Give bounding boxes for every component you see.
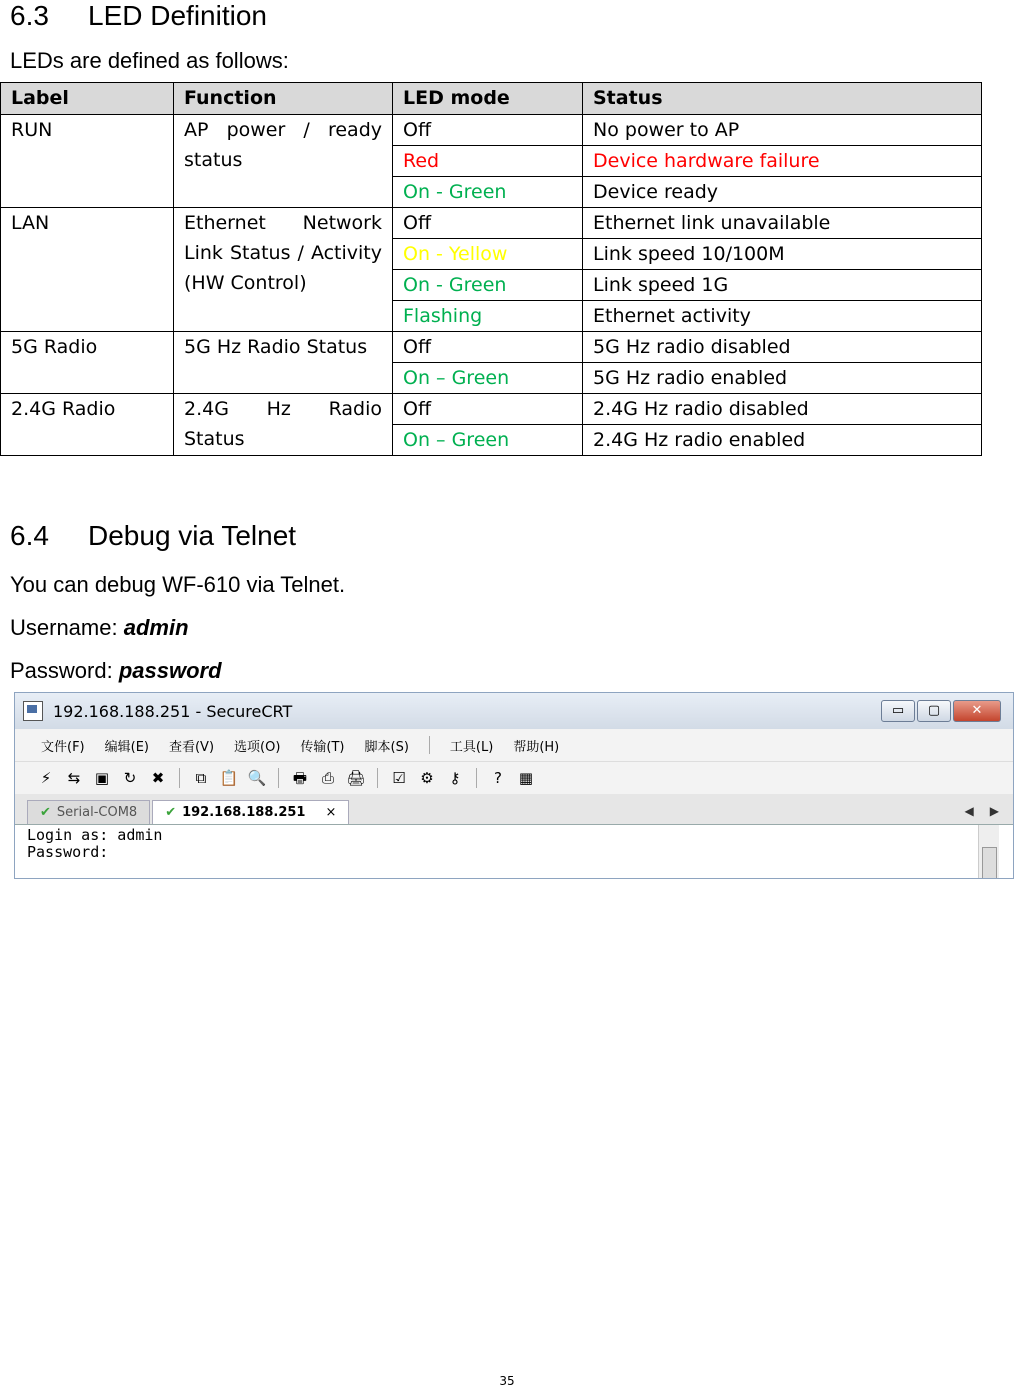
page-number: 35 — [499, 1374, 515, 1388]
toolbar — [15, 761, 1013, 794]
check-icon: ✔ — [165, 805, 177, 820]
terminal-scrollbar[interactable] — [978, 825, 999, 879]
cell-function: AP power / ready status — [174, 115, 393, 208]
led-table — [0, 82, 982, 456]
sftp-icon[interactable]: ▦ — [518, 769, 534, 787]
cell-led-mode: On - Green — [393, 177, 583, 208]
cell-led-mode: On - Yellow — [393, 239, 583, 270]
section-heading-telnet — [10, 520, 296, 552]
cell-status: No power to AP — [583, 115, 982, 146]
username-line — [10, 615, 189, 641]
section-title: LED Definition — [88, 0, 267, 31]
cell-led-mode: Flashing — [393, 301, 583, 332]
tab-telnet-session[interactable] — [152, 800, 349, 824]
header-label: Label — [1, 83, 174, 115]
telnet-intro: You can debug WF-610 via Telnet. — [10, 572, 346, 597]
connect-icon[interactable]: ⚡ — [40, 769, 52, 787]
table-row — [1, 394, 982, 425]
window-title: 192.168.188.251 - SecureCRT — [53, 701, 293, 721]
session-tabs — [15, 794, 1013, 825]
terminal-area[interactable] — [15, 825, 1013, 879]
menu-tools[interactable]: 工具(L) — [449, 739, 494, 755]
header-led-mode: LED mode — [393, 83, 583, 115]
cell-label: LAN — [1, 208, 174, 332]
minimize-button[interactable]: ▭ — [881, 700, 915, 722]
cell-status: Link speed 1G — [583, 270, 982, 301]
cell-led-mode: On – Green — [393, 363, 583, 394]
cell-status: 2.4G Hz radio disabled — [583, 394, 982, 425]
tab-label: Serial-COM8 — [56, 805, 138, 820]
find-icon[interactable]: 🔍 — [247, 769, 267, 787]
menu-file[interactable]: 文件(F) — [41, 739, 85, 755]
key-icon[interactable]: ⚷ — [449, 769, 461, 787]
cell-status: 2.4G Hz radio enabled — [583, 425, 982, 456]
username-value: admin — [123, 615, 189, 640]
menu-edit[interactable]: 编辑(E) — [104, 739, 149, 755]
terminal-line: Password: — [27, 843, 109, 861]
settings-icon[interactable]: ⚙ — [420, 769, 434, 787]
toolbar-separator — [278, 768, 279, 788]
section-title: Debug via Telnet — [88, 520, 297, 551]
scroll-thumb[interactable] — [982, 847, 997, 879]
tab-scroll-left-icon[interactable]: ◀ — [964, 804, 974, 818]
password-label: Password: — [10, 658, 113, 683]
maximize-button[interactable]: ▢ — [917, 700, 951, 722]
cell-status: Ethernet activity — [583, 301, 982, 332]
section-number: 6.3 — [10, 0, 49, 31]
cell-status: 5G Hz radio enabled — [583, 363, 982, 394]
toolbar-separator — [476, 768, 477, 788]
cell-led-mode: On - Green — [393, 270, 583, 301]
reconnect-icon[interactable]: ↻ — [123, 769, 137, 787]
cell-label: RUN — [1, 115, 174, 208]
cell-status: Ethernet link unavailable — [583, 208, 982, 239]
copy-icon[interactable]: ⧉ — [195, 769, 207, 787]
username-label: Username: — [10, 615, 118, 640]
tab-label: 192.168.188.251 — [182, 805, 306, 820]
cell-led-mode: On – Green — [393, 425, 583, 456]
cell-status: 5G Hz radio disabled — [583, 332, 982, 363]
cell-status: Device ready — [583, 177, 982, 208]
menu-help[interactable]: 帮助(H) — [513, 739, 560, 755]
menu-separator — [429, 736, 430, 754]
check-icon: ✔ — [40, 805, 51, 820]
cell-label: 5G Radio — [1, 332, 174, 394]
cell-function: 2.4G Hz Radio Status — [174, 394, 393, 456]
menu-options[interactable]: 选项(O) — [234, 739, 281, 755]
section-number: 6.4 — [10, 520, 49, 551]
toolbar-separator — [377, 768, 378, 788]
menu-bar — [15, 729, 1013, 761]
cell-label: 2.4G Radio — [1, 394, 174, 456]
tab-serial-com8[interactable] — [27, 800, 150, 824]
table-header-row — [1, 83, 982, 115]
print-selection-icon[interactable]: ⎙ — [321, 769, 334, 787]
tab-close-icon[interactable]: × — [325, 805, 337, 820]
securecrt-app-icon — [23, 701, 43, 721]
help-icon[interactable]: ? — [494, 769, 502, 787]
cell-status: Link speed 10/100M — [583, 239, 982, 270]
cell-led-mode: Off — [393, 115, 583, 146]
table-row — [1, 115, 982, 146]
cell-led-mode: Red — [393, 146, 583, 177]
window-titlebar — [15, 693, 1013, 729]
menu-transfer[interactable]: 传输(T) — [300, 739, 345, 755]
cell-function: 5G Hz Radio Status — [174, 332, 393, 394]
securecrt-screenshot — [14, 692, 1014, 879]
table-row — [1, 208, 982, 239]
password-value: password — [118, 658, 222, 683]
disconnect-icon[interactable]: ✖ — [151, 769, 165, 787]
cell-led-mode: Off — [393, 394, 583, 425]
tab-scroll-right-icon[interactable]: ▶ — [989, 804, 999, 818]
print-icon[interactable]: 🖶 — [292, 769, 308, 787]
led-intro: LEDs are defined as follows: — [10, 48, 289, 73]
toolbar-separator — [179, 768, 180, 788]
table-row — [1, 332, 982, 363]
quick-connect-icon[interactable]: ⇆ — [67, 769, 81, 787]
session-tab-icon[interactable]: ▣ — [94, 769, 110, 787]
close-button[interactable]: ✕ — [953, 700, 1001, 722]
password-line — [10, 658, 222, 684]
menu-script[interactable]: 脚本(S) — [364, 739, 409, 755]
section-heading-led — [10, 0, 267, 32]
printer-icon[interactable]: 🖨 — [346, 769, 366, 787]
cell-led-mode: Off — [393, 208, 583, 239]
cell-led-mode: Off — [393, 332, 583, 363]
session-options-icon[interactable]: ☑ — [392, 769, 406, 787]
cell-status: Device hardware failure — [583, 146, 982, 177]
header-status: Status — [583, 83, 982, 115]
cell-function: Ethernet Network Link Status / Activity (HW Control) — [174, 208, 393, 332]
header-function: Function — [174, 83, 393, 115]
terminal-line: Login as: admin — [27, 826, 163, 844]
paste-icon[interactable]: 📋 — [219, 769, 239, 787]
menu-view[interactable]: 查看(V) — [168, 739, 215, 755]
